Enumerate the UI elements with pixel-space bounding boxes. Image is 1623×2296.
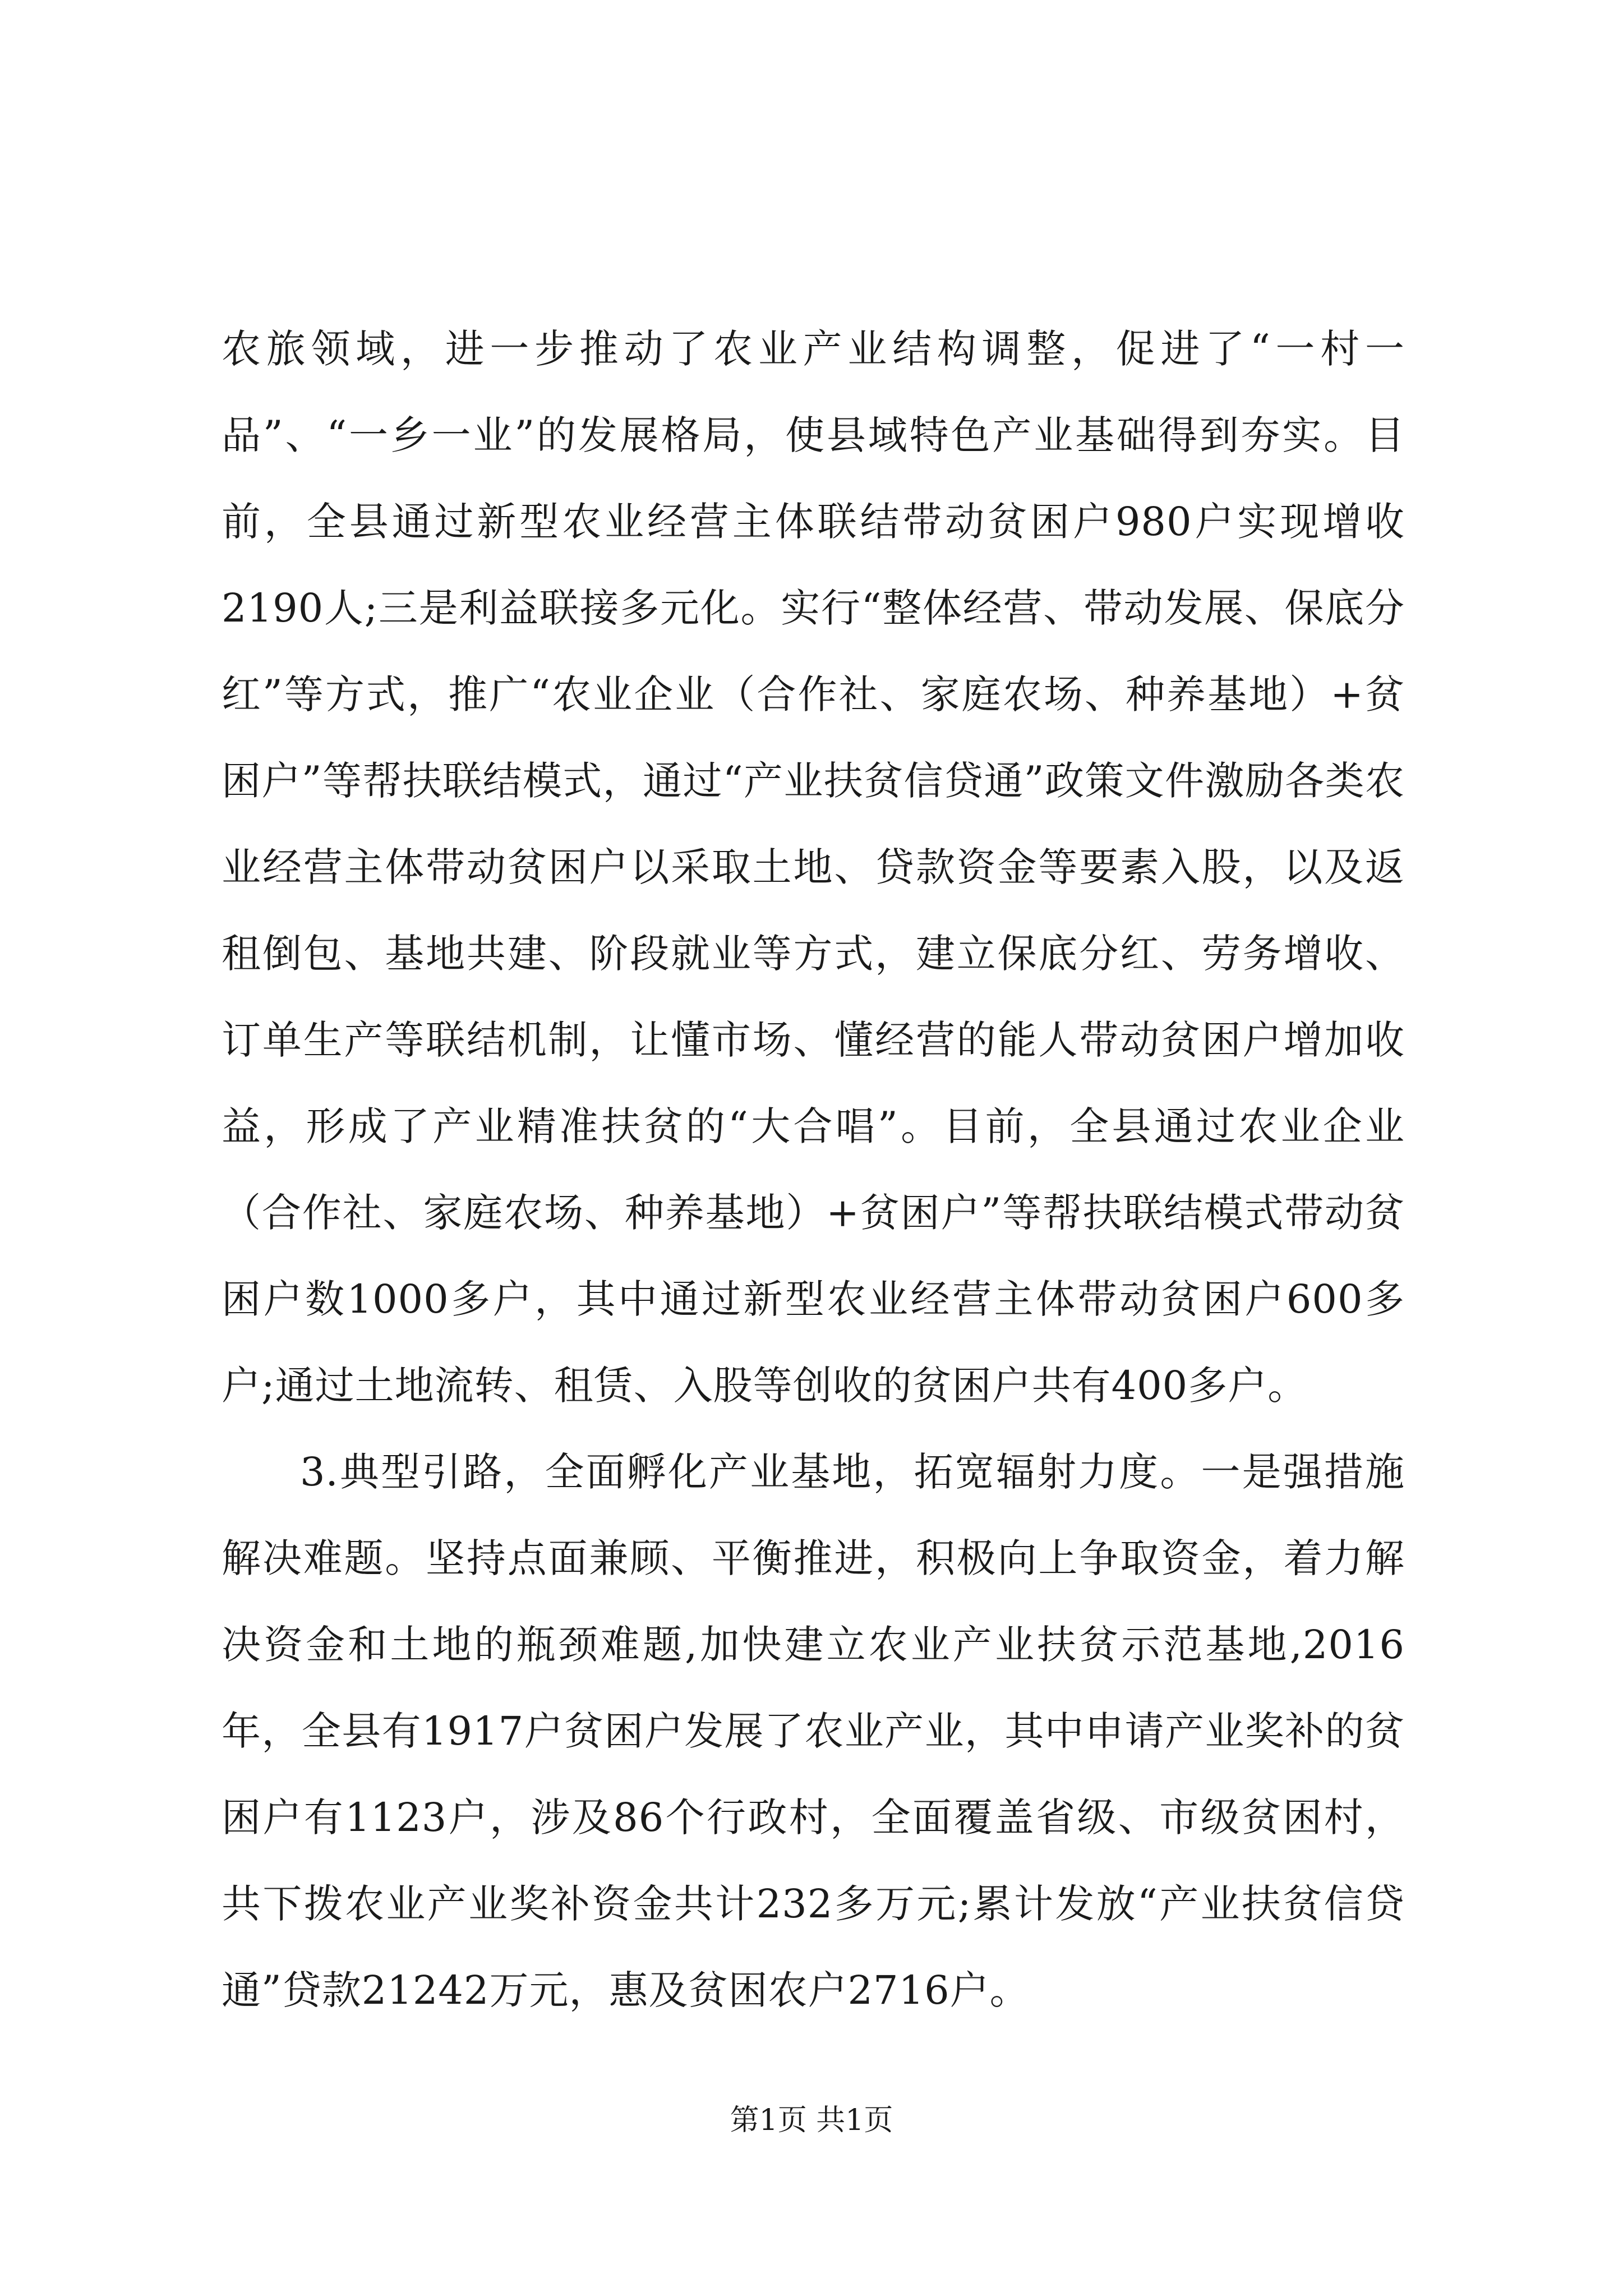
page-footer: 第1页 共1页 <box>730 2104 893 2137</box>
document-body <box>222 306 1405 2033</box>
paragraph-2: 3.典型引路，全面孵化产业基地，拓宽辐射力度。一是强措施解决难题。坚持点面兼顾、平衡推进，积极向上争取资金，着力解决资金和土地的瓶颈难题,加快建立农业产业扶贫示范基地,2016年，全县有1917户贫困户发展了农业产业，其中申请产业奖补的贫困户有1123户，涉及86个行政村，全面覆盖省级、市级贫困村，共下拨农业产业奖补资金共计232多万元;累计发放“产业扶贫信贷通”贷款21242万元，惠及贫困农户2716户。 <box>222 1449 1405 2013</box>
paragraph-1: 农旅领域，进一步推动了农业产业结构调整，促进了“一村一品”、“一乡一业”的发展格局，使县域特色产业基础得到夯实。目前，全县通过新型农业经营主体联结带动贫困户980户实现增收2190人;三是利益联接多元化。实行“整体经营、带动发展、保底分红”等方式，推广“农业企业（合作社、家庭农场、种养基地）+贫困户”等帮扶联结模式，通过“产业扶贫信贷通”政策文件激励各类农业经营主体带动贫困户以采取土地、贷款资金等要素入股，以及返租倒包、基地共建、阶段就业等方式，建立保底分红、劳务增收、订单生产等联结机制，让懂市场、懂经营的能人带动贫困户增加收益，形成了产业精准扶贫的“大合唱”。目前，全县通过农业企业（合作社、家庭农场、种养基地）+贫困户”等帮扶联结模式带动贫困户数1000多户，其中通过新型农业经营主体带动贫困户600多户;通过土地流转、租赁、入股等创收的贫困户共有400多户。 <box>222 326 1405 1409</box>
